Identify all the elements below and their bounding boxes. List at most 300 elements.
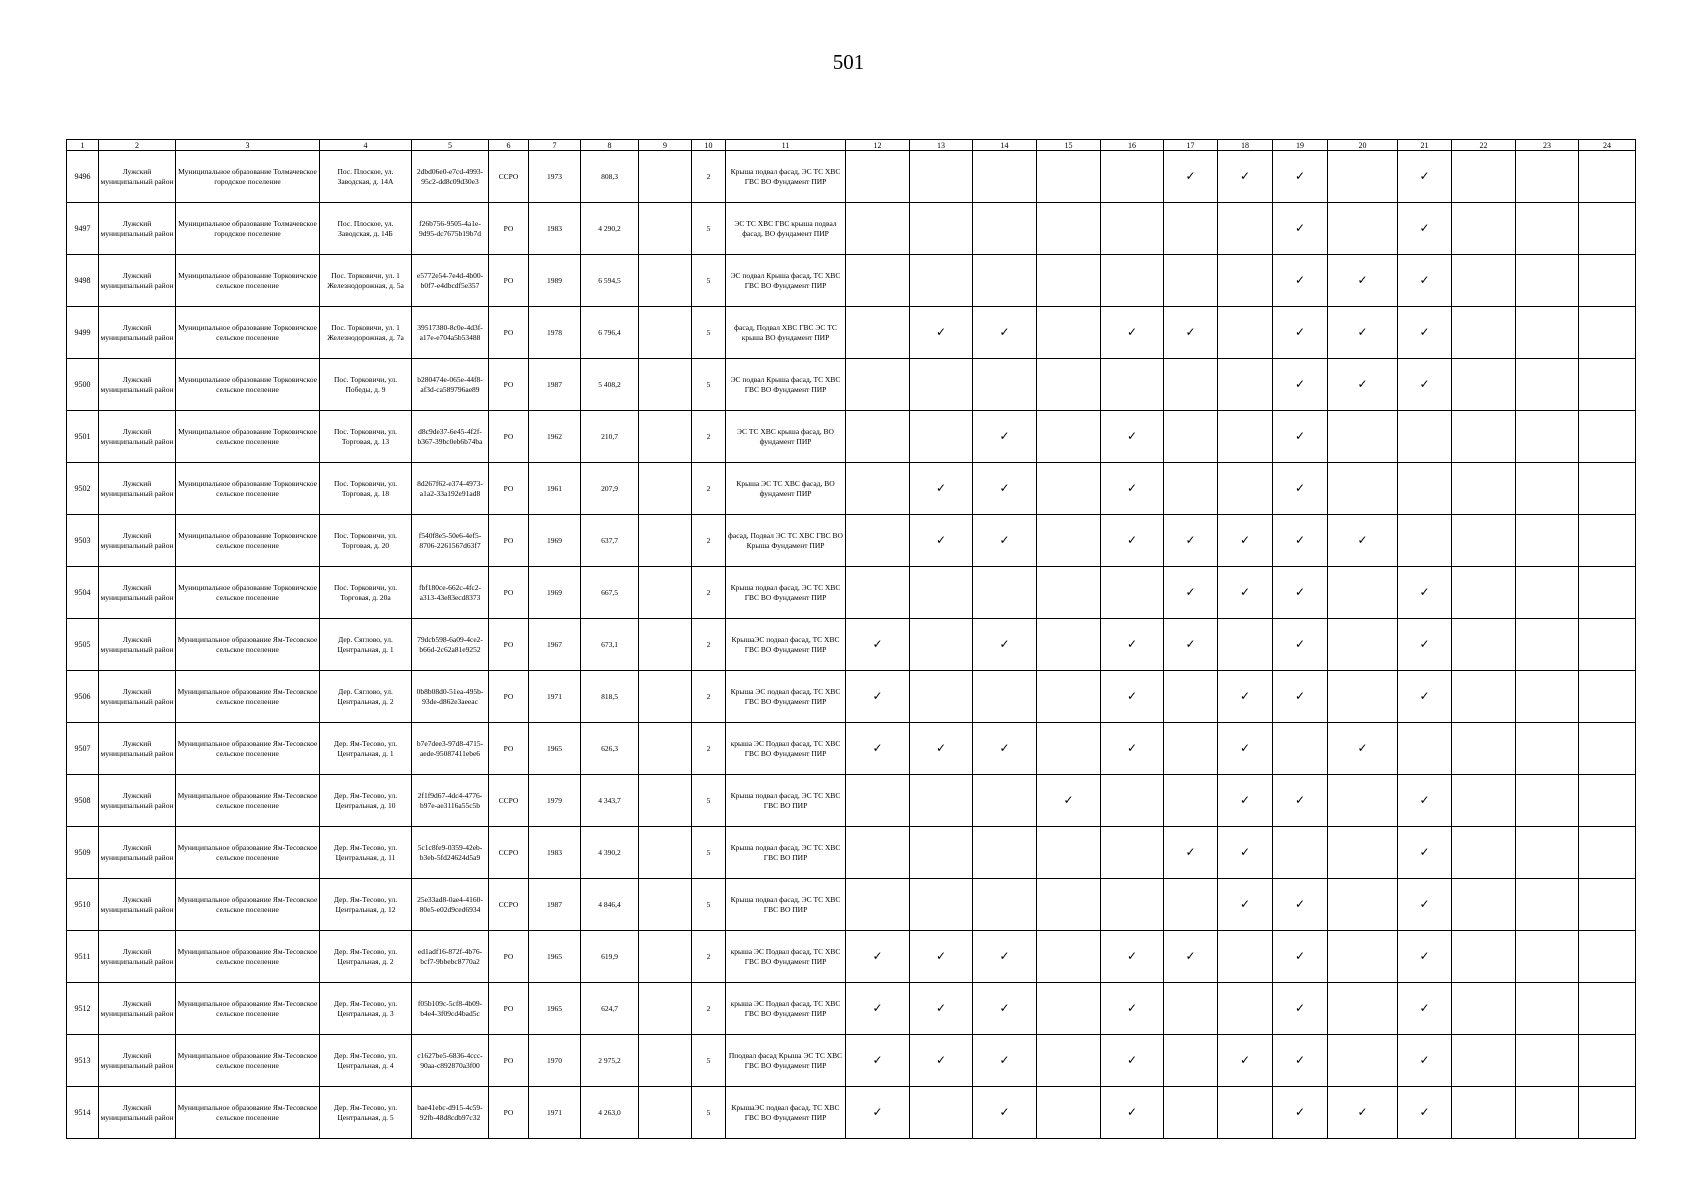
- column-9-cell: [639, 983, 692, 1035]
- work-column-19-cell: [1273, 307, 1328, 359]
- work-column-15-cell: [1037, 723, 1101, 775]
- municipality-cell: Муниципальное образование Ям-Тесовское сельское поселение: [176, 983, 320, 1035]
- work-column-17-cell: [1164, 307, 1218, 359]
- work-column-17-cell: [1164, 619, 1218, 671]
- works-cell: Крыша подвал фасад, ЭС ТС ХВС ГВС ВО ПИР: [726, 775, 846, 827]
- work-column-16-cell: [1101, 879, 1164, 931]
- work-column-15-cell: [1037, 1087, 1101, 1139]
- work-column-14-cell: [973, 255, 1037, 307]
- work-column-19-cell: [1273, 619, 1328, 671]
- table-row: [67, 671, 1636, 723]
- works-cell: Крыша подвал фасад, ЭС ТС ХВС ГВС ВО Фундамент ПИР: [726, 151, 846, 203]
- work-column-22-cell: [1452, 1035, 1516, 1087]
- column-number-4: 4: [320, 140, 412, 151]
- work-column-14-cell: [973, 983, 1037, 1035]
- column-number-24: 24: [1579, 140, 1636, 151]
- address-cell: Пос. Торковичи, ул. Победы, д. 9: [320, 359, 412, 411]
- area-cell: 4 846,4: [581, 879, 639, 931]
- work-column-17-cell: [1164, 723, 1218, 775]
- work-column-13-cell: [910, 1035, 973, 1087]
- work-column-20-cell: [1328, 879, 1398, 931]
- column-number-2: 2: [99, 140, 176, 151]
- work-column-23-cell: [1516, 255, 1579, 307]
- check-mark-icon: ✓: [1294, 637, 1306, 652]
- work-column-17-cell: [1164, 1035, 1218, 1087]
- year-cell: 1989: [529, 255, 581, 307]
- work-column-13-cell: [910, 1087, 973, 1139]
- type-cell: ССРО: [489, 775, 529, 827]
- year-cell: 1983: [529, 827, 581, 879]
- row-number: 9498: [67, 255, 99, 307]
- work-column-14-cell: [973, 931, 1037, 983]
- work-column-19-cell: [1273, 827, 1328, 879]
- work-column-22-cell: [1452, 255, 1516, 307]
- work-column-20-cell: [1328, 203, 1398, 255]
- check-mark-icon: ✓: [1185, 169, 1196, 184]
- address-cell: Пос. Плоское, ул. Заводская, д. 14Б: [320, 203, 412, 255]
- work-column-22-cell: [1452, 411, 1516, 463]
- check-mark-icon: ✓: [1126, 533, 1138, 548]
- building-code-cell: b280474e-065e-44f8-af3d-ca589796ae89: [412, 359, 489, 411]
- year-cell: 1965: [529, 983, 581, 1035]
- work-column-19-cell: [1273, 151, 1328, 203]
- area-cell: 624,7: [581, 983, 639, 1035]
- check-mark-icon: ✓: [1239, 897, 1251, 912]
- work-column-16-cell: [1101, 619, 1164, 671]
- area-cell: 619,9: [581, 931, 639, 983]
- table-row: [67, 827, 1636, 879]
- work-column-18-cell: [1218, 723, 1273, 775]
- work-column-20-cell: [1328, 359, 1398, 411]
- municipality-cell: Муниципальное образование Толмачевское городское поселение: [176, 151, 320, 203]
- work-column-22-cell: [1452, 359, 1516, 411]
- municipality-cell: Муниципальное образование Ям-Тесовское сельское поселение: [176, 619, 320, 671]
- column-9-cell: [639, 1087, 692, 1139]
- area-cell: 4 390,2: [581, 827, 639, 879]
- column-number-10: 10: [692, 140, 726, 151]
- check-mark-icon: ✓: [999, 637, 1010, 652]
- work-column-16-cell: [1101, 723, 1164, 775]
- check-mark-icon: ✓: [1419, 221, 1430, 236]
- work-column-20-cell: [1328, 1035, 1398, 1087]
- column-9-cell: [639, 827, 692, 879]
- work-column-13-cell: [910, 359, 973, 411]
- work-column-12-cell: [846, 931, 910, 983]
- row-number: 9499: [67, 307, 99, 359]
- work-column-23-cell: [1516, 515, 1579, 567]
- check-mark-icon: ✓: [1126, 689, 1138, 704]
- district-cell: Лужский муниципальный район: [99, 203, 176, 255]
- check-mark-icon: ✓: [1185, 949, 1196, 964]
- municipality-cell: Муниципальное образование Торковичское сельское поселение: [176, 255, 320, 307]
- work-column-24-cell: [1579, 307, 1636, 359]
- check-mark-icon: ✓: [1419, 1001, 1430, 1016]
- district-cell: Лужский муниципальный район: [99, 463, 176, 515]
- work-column-19-cell: [1273, 879, 1328, 931]
- area-cell: 207,9: [581, 463, 639, 515]
- check-mark-icon: ✓: [1294, 169, 1306, 184]
- check-mark-icon: ✓: [1239, 1053, 1251, 1068]
- building-code-cell: f26b756-9505-4a1e-9d95-dc7675b19b7d: [412, 203, 489, 255]
- building-code-cell: 0b8b08d0-51ea-495b-93de-d862e3aeeac: [412, 671, 489, 723]
- column-number-20: 20: [1328, 140, 1398, 151]
- work-column-17-cell: [1164, 671, 1218, 723]
- check-mark-icon: ✓: [1294, 585, 1306, 600]
- work-column-12-cell: [846, 567, 910, 619]
- check-mark-icon: ✓: [1239, 741, 1251, 756]
- year-cell: 1983: [529, 203, 581, 255]
- work-column-23-cell: [1516, 359, 1579, 411]
- work-column-13-cell: [910, 203, 973, 255]
- work-column-24-cell: [1579, 671, 1636, 723]
- row-number: 9504: [67, 567, 99, 619]
- work-column-22-cell: [1452, 619, 1516, 671]
- check-mark-icon: ✓: [1185, 533, 1196, 548]
- floors-cell: 5: [692, 307, 726, 359]
- work-column-14-cell: [973, 671, 1037, 723]
- column-9-cell: [639, 931, 692, 983]
- work-column-24-cell: [1579, 931, 1636, 983]
- check-mark-icon: ✓: [935, 325, 947, 340]
- check-mark-icon: ✓: [935, 1053, 947, 1068]
- floors-cell: 2: [692, 515, 726, 567]
- area-cell: 4 263,0: [581, 1087, 639, 1139]
- work-column-22-cell: [1452, 463, 1516, 515]
- type-cell: РО: [489, 359, 529, 411]
- column-number-23: 23: [1516, 140, 1579, 151]
- check-mark-icon: ✓: [1063, 793, 1074, 808]
- work-column-13-cell: [910, 931, 973, 983]
- work-column-20-cell: [1328, 983, 1398, 1035]
- table-row: [67, 723, 1636, 775]
- work-column-18-cell: [1218, 151, 1273, 203]
- work-column-13-cell: [910, 671, 973, 723]
- row-number: 9500: [67, 359, 99, 411]
- work-column-24-cell: [1579, 203, 1636, 255]
- building-code-cell: b7e7dee3-97d8-4715-aede-95087411ebe6: [412, 723, 489, 775]
- district-cell: Лужский муниципальный район: [99, 307, 176, 359]
- year-cell: 1962: [529, 411, 581, 463]
- works-cell: фасад, Подвал ЭС ТС ХВС ГВС ВО Крыша Фундамент ПИР: [726, 515, 846, 567]
- type-cell: РО: [489, 931, 529, 983]
- district-cell: Лужский муниципальный район: [99, 931, 176, 983]
- work-column-21-cell: [1398, 723, 1452, 775]
- work-column-12-cell: [846, 1087, 910, 1139]
- works-cell: Крыша ЭС подвал фасад, ТС ХВС ГВС ВО Фундамент ПИР: [726, 671, 846, 723]
- work-column-18-cell: [1218, 931, 1273, 983]
- building-code-cell: e5772e54-7e4d-4b00-b0f7-e4dbcdf5e357: [412, 255, 489, 307]
- floors-cell: 2: [692, 671, 726, 723]
- check-mark-icon: ✓: [1294, 325, 1306, 340]
- work-column-17-cell: [1164, 515, 1218, 567]
- work-column-14-cell: [973, 827, 1037, 879]
- check-mark-icon: ✓: [1294, 221, 1306, 236]
- work-column-24-cell: [1579, 515, 1636, 567]
- table-row: [67, 515, 1636, 567]
- district-cell: Лужский муниципальный район: [99, 827, 176, 879]
- year-cell: 1965: [529, 931, 581, 983]
- work-column-21-cell: [1398, 411, 1452, 463]
- work-column-23-cell: [1516, 879, 1579, 931]
- work-column-23-cell: [1516, 827, 1579, 879]
- address-cell: Пос. Торковичи, ул. Торговая, д. 18: [320, 463, 412, 515]
- column-9-cell: [639, 359, 692, 411]
- address-cell: Дер. Ям-Тесово, ул. Центральная, д. 3: [320, 983, 412, 1035]
- check-mark-icon: ✓: [935, 741, 947, 756]
- works-cell: крыша ЭС Подвал фасад, ТС ХВС ГВС ВО Фундамент ПИР: [726, 931, 846, 983]
- floors-cell: 5: [692, 255, 726, 307]
- works-cell: ЭС подвал Крыша фасад, ТС ХВС ГВС ВО Фундамент ПИР: [726, 359, 846, 411]
- works-cell: ЭС ТС ХВС ГВС крыша подвал фасад, ВО фундамент ПИР: [726, 203, 846, 255]
- work-column-20-cell: [1328, 255, 1398, 307]
- check-mark-icon: ✓: [872, 741, 883, 756]
- work-column-15-cell: [1037, 255, 1101, 307]
- floors-cell: 5: [692, 1087, 726, 1139]
- column-9-cell: [639, 619, 692, 671]
- floors-cell: 2: [692, 151, 726, 203]
- work-column-15-cell: [1037, 567, 1101, 619]
- type-cell: РО: [489, 1087, 529, 1139]
- page-number: 501: [832, 50, 865, 74]
- work-column-24-cell: [1579, 827, 1636, 879]
- work-column-16-cell: [1101, 255, 1164, 307]
- building-code-cell: 5c1c8fe9-0359-42eb-b3eb-5fd24624d5a9: [412, 827, 489, 879]
- year-cell: 1987: [529, 359, 581, 411]
- work-column-18-cell: [1218, 671, 1273, 723]
- check-mark-icon: ✓: [999, 1053, 1010, 1068]
- check-mark-icon: ✓: [1419, 585, 1430, 600]
- address-cell: Дер. Ям-Тесово, ул. Центральная, д. 2: [320, 931, 412, 983]
- check-mark-icon: ✓: [1419, 1105, 1430, 1120]
- check-mark-icon: ✓: [1126, 741, 1138, 756]
- table-row: [67, 411, 1636, 463]
- work-column-24-cell: [1579, 359, 1636, 411]
- check-mark-icon: ✓: [1419, 377, 1430, 392]
- work-column-22-cell: [1452, 671, 1516, 723]
- row-number: 9505: [67, 619, 99, 671]
- check-mark-icon: ✓: [1239, 689, 1251, 704]
- work-column-21-cell: [1398, 203, 1452, 255]
- work-column-15-cell: [1037, 359, 1101, 411]
- work-column-18-cell: [1218, 775, 1273, 827]
- work-column-18-cell: [1218, 619, 1273, 671]
- table-row: [67, 463, 1636, 515]
- check-mark-icon: ✓: [1294, 377, 1306, 392]
- address-cell: Дер. Ям-Тесово, ул. Центральная, д. 12: [320, 879, 412, 931]
- column-number-18: 18: [1218, 140, 1273, 151]
- column-number-7: 7: [529, 140, 581, 151]
- work-column-23-cell: [1516, 775, 1579, 827]
- work-column-17-cell: [1164, 879, 1218, 931]
- work-column-12-cell: [846, 723, 910, 775]
- district-cell: Лужский муниципальный район: [99, 1087, 176, 1139]
- work-column-14-cell: [973, 775, 1037, 827]
- work-column-15-cell: [1037, 1035, 1101, 1087]
- work-column-15-cell: [1037, 983, 1101, 1035]
- check-mark-icon: ✓: [1126, 949, 1138, 964]
- work-column-14-cell: [973, 879, 1037, 931]
- work-column-12-cell: [846, 463, 910, 515]
- work-column-15-cell: [1037, 151, 1101, 203]
- work-column-15-cell: [1037, 671, 1101, 723]
- row-number: 9514: [67, 1087, 99, 1139]
- building-code-cell: f05b109c-5cf8-4b09-b4e4-3f09cd4bad5c: [412, 983, 489, 1035]
- row-number: 9509: [67, 827, 99, 879]
- work-column-13-cell: [910, 255, 973, 307]
- work-column-16-cell: [1101, 983, 1164, 1035]
- work-column-12-cell: [846, 619, 910, 671]
- work-column-22-cell: [1452, 567, 1516, 619]
- check-mark-icon: ✓: [1239, 793, 1251, 808]
- work-column-21-cell: [1398, 515, 1452, 567]
- check-mark-icon: ✓: [872, 949, 883, 964]
- work-column-16-cell: [1101, 671, 1164, 723]
- work-column-19-cell: [1273, 1087, 1328, 1139]
- area-cell: 667,5: [581, 567, 639, 619]
- work-column-15-cell: [1037, 203, 1101, 255]
- row-number: 9513: [67, 1035, 99, 1087]
- work-column-17-cell: [1164, 359, 1218, 411]
- address-cell: Дер. Ям-Тесово, ул. Центральная, д. 10: [320, 775, 412, 827]
- municipality-cell: Муниципальное образование Ям-Тесовское сельское поселение: [176, 1035, 320, 1087]
- work-column-12-cell: [846, 671, 910, 723]
- type-cell: РО: [489, 1035, 529, 1087]
- check-mark-icon: ✓: [935, 533, 947, 548]
- building-code-cell: 25e33ad8-0ae4-4160-80e5-e02d9ced6934: [412, 879, 489, 931]
- work-column-13-cell: [910, 983, 973, 1035]
- work-column-17-cell: [1164, 1087, 1218, 1139]
- address-cell: Дер. Ям-Тесово, ул. Центральная, д. 11: [320, 827, 412, 879]
- type-cell: РО: [489, 723, 529, 775]
- year-cell: 1969: [529, 515, 581, 567]
- year-cell: 1969: [529, 567, 581, 619]
- table-row: [67, 983, 1636, 1035]
- area-cell: 626,3: [581, 723, 639, 775]
- floors-cell: 2: [692, 723, 726, 775]
- address-cell: Пос. Плоское, ул. Заводская, д. 14А: [320, 151, 412, 203]
- work-column-17-cell: [1164, 827, 1218, 879]
- municipality-cell: Муниципальное образование Торковичское сельское поселение: [176, 567, 320, 619]
- work-column-15-cell: [1037, 515, 1101, 567]
- check-mark-icon: ✓: [1294, 429, 1306, 444]
- work-column-23-cell: [1516, 307, 1579, 359]
- work-column-18-cell: [1218, 983, 1273, 1035]
- table-row: [67, 1035, 1636, 1087]
- works-cell: Крыша подвал фасад, ЭС ТС ХВС ГВС ВО ПИР: [726, 827, 846, 879]
- check-mark-icon: ✓: [1126, 481, 1138, 496]
- building-code-cell: 8d267f62-e374-4973-a1a2-33a192e91ad8: [412, 463, 489, 515]
- check-mark-icon: ✓: [1419, 845, 1430, 860]
- type-cell: РО: [489, 463, 529, 515]
- work-column-17-cell: [1164, 203, 1218, 255]
- work-column-16-cell: [1101, 463, 1164, 515]
- work-column-22-cell: [1452, 151, 1516, 203]
- column-9-cell: [639, 1035, 692, 1087]
- work-column-14-cell: [973, 723, 1037, 775]
- work-column-20-cell: [1328, 151, 1398, 203]
- work-column-16-cell: [1101, 307, 1164, 359]
- work-column-16-cell: [1101, 203, 1164, 255]
- check-mark-icon: ✓: [1185, 325, 1196, 340]
- check-mark-icon: ✓: [935, 481, 947, 496]
- row-number: 9501: [67, 411, 99, 463]
- column-number-21: 21: [1398, 140, 1452, 151]
- work-column-18-cell: [1218, 1087, 1273, 1139]
- address-cell: Пос. Торковичи, ул. Торговая, д. 20а: [320, 567, 412, 619]
- work-column-15-cell: [1037, 463, 1101, 515]
- work-column-14-cell: [973, 203, 1037, 255]
- work-column-23-cell: [1516, 619, 1579, 671]
- row-number: 9503: [67, 515, 99, 567]
- work-column-24-cell: [1579, 567, 1636, 619]
- work-column-20-cell: [1328, 567, 1398, 619]
- year-cell: 1978: [529, 307, 581, 359]
- column-9-cell: [639, 463, 692, 515]
- work-column-19-cell: [1273, 255, 1328, 307]
- work-column-20-cell: [1328, 1087, 1398, 1139]
- district-cell: Лужский муниципальный район: [99, 515, 176, 567]
- floors-cell: 2: [692, 463, 726, 515]
- type-cell: РО: [489, 619, 529, 671]
- column-number-17: 17: [1164, 140, 1218, 151]
- work-column-12-cell: [846, 411, 910, 463]
- check-mark-icon: ✓: [1419, 325, 1430, 340]
- work-column-18-cell: [1218, 827, 1273, 879]
- column-9-cell: [639, 775, 692, 827]
- work-column-13-cell: [910, 307, 973, 359]
- work-column-21-cell: [1398, 827, 1452, 879]
- check-mark-icon: ✓: [1126, 1105, 1138, 1120]
- work-column-18-cell: [1218, 567, 1273, 619]
- column-number-row: [67, 140, 1636, 151]
- row-number: 9496: [67, 151, 99, 203]
- check-mark-icon: ✓: [999, 1001, 1010, 1016]
- register-table: [66, 139, 1636, 1139]
- works-cell: ЭС подвал Крыша фасад, ТС ХВС ГВС ВО Фундамент ПИР: [726, 255, 846, 307]
- works-cell: фасад, Подвал ХВС ГВС ЭС ТС крыша ВО фундамент ПИР: [726, 307, 846, 359]
- year-cell: 1967: [529, 619, 581, 671]
- district-cell: Лужский муниципальный район: [99, 567, 176, 619]
- column-number-5: 5: [412, 140, 489, 151]
- work-column-21-cell: [1398, 879, 1452, 931]
- check-mark-icon: ✓: [999, 949, 1010, 964]
- column-number-14: 14: [973, 140, 1037, 151]
- check-mark-icon: ✓: [1419, 273, 1430, 288]
- row-number: 9512: [67, 983, 99, 1035]
- work-column-16-cell: [1101, 931, 1164, 983]
- table-row: [67, 307, 1636, 359]
- work-column-13-cell: [910, 827, 973, 879]
- check-mark-icon: ✓: [935, 949, 947, 964]
- municipality-cell: Муниципальное образование Ям-Тесовское сельское поселение: [176, 775, 320, 827]
- work-column-12-cell: [846, 827, 910, 879]
- work-column-19-cell: [1273, 931, 1328, 983]
- floors-cell: 5: [692, 775, 726, 827]
- type-cell: РО: [489, 307, 529, 359]
- work-column-16-cell: [1101, 359, 1164, 411]
- district-cell: Лужский муниципальный район: [99, 619, 176, 671]
- work-column-21-cell: [1398, 359, 1452, 411]
- work-column-12-cell: [846, 307, 910, 359]
- work-column-21-cell: [1398, 775, 1452, 827]
- district-cell: Лужский муниципальный район: [99, 775, 176, 827]
- area-cell: 6 594,5: [581, 255, 639, 307]
- work-column-21-cell: [1398, 931, 1452, 983]
- floors-cell: 5: [692, 1035, 726, 1087]
- year-cell: 1970: [529, 1035, 581, 1087]
- work-column-12-cell: [846, 983, 910, 1035]
- work-column-24-cell: [1579, 1087, 1636, 1139]
